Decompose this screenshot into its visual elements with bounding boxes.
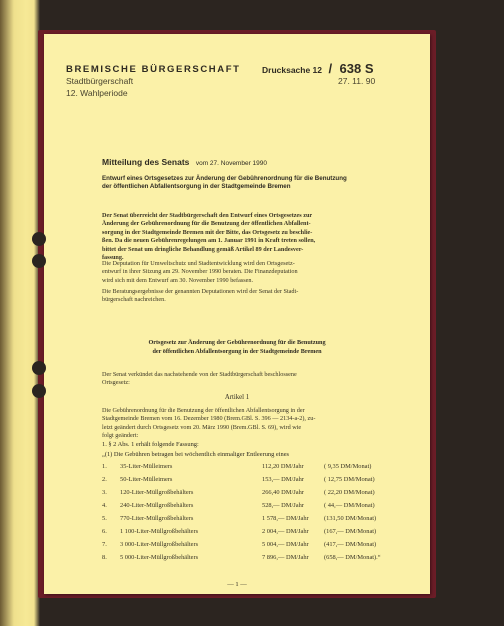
section-intro: „(1) Die Gebühren betragen bei wöchentlich einmaliger Entleerung eines [102, 451, 290, 458]
mitteilung-date: vom 27. November 1990 [195, 160, 268, 167]
fee-row-monthly: (131,50 DM/Monat) [324, 515, 377, 522]
punch-hole [32, 361, 46, 375]
fee-row-monthly: (417,— DM/Monat) [324, 541, 377, 548]
intro-line: ßen. Da die neuen Gebührenregelungen am 1. Januar 1991 in Kraft treten sollen, [102, 237, 316, 245]
subject-line-1: Entwurf eines Ortsgesetzes zur Änderung der Gebührenordnung für die Benutzung [102, 175, 347, 182]
fee-row-number: 5. [102, 515, 107, 522]
artikel-paragraph [102, 407, 402, 441]
parliament-period: 12. Wahlperiode [66, 88, 128, 98]
intro-line: Änderung der Gebührenordnung für die Benutzung der öffentlichen Abfallent- [102, 220, 311, 228]
ortsgesetz-title-1: Ortsgesetz zur Änderung der Gebührenordnung für die Benutzung [148, 339, 326, 346]
fee-row-yearly: 266,40 DM/Jahr [262, 489, 304, 496]
fee-row-yearly: 1 578,— DM/Jahr [262, 515, 309, 522]
drucksache-number: 638 S [339, 61, 374, 76]
fee-row-number: 4. [102, 502, 107, 509]
fee-row [102, 476, 392, 485]
fee-row-item: 240-Liter-Müllgroßbehälters [120, 502, 194, 509]
document-date: 27. 11. 90 [338, 76, 376, 86]
fee-row-item: 50-Liter-Mülleimers [120, 476, 173, 483]
fee-row [102, 489, 392, 498]
artikel-line: Die Gebührenordnung für die Benutzung der öffentlichen Abfallentsorgung in der [102, 407, 305, 414]
deputation-paragraph [102, 260, 402, 285]
drucksache-slash: / [328, 61, 333, 76]
fee-row-yearly: 153,— DM/Jahr [262, 476, 304, 483]
deputation-line: Die Deputation für Umweltschutz und Stadtentwicklung wird den Ortsgesetz- [102, 260, 295, 267]
beratung-line: Die Beratungsergebnisse der genannten Deputationen wird der Senat der Stadt- [102, 288, 299, 295]
fee-row [102, 463, 392, 472]
intro-paragraph [102, 212, 402, 262]
subject-line-2: der öffentlichen Abfallentsorgung in der Stadtgemeinde Bremen [102, 183, 291, 190]
fee-row-yearly: 5 004,— DM/Jahr [262, 541, 309, 548]
punch-hole [32, 384, 46, 398]
fee-row-item: 1 100-Liter-Müllgroßbehälters [120, 528, 199, 535]
fee-row-number: 7. [102, 541, 107, 548]
punch-hole [32, 232, 46, 246]
deputation-line: wird sich mit dem Entwurf am 30. November 1990 befassen. [102, 276, 254, 284]
fee-row-number: 6. [102, 528, 107, 535]
section-heading: 1. § 2 Abs. 1 erhält folgende Fassung: [102, 441, 199, 448]
verkuendet-line: Ortsgesetz: [102, 379, 130, 387]
intro-line: Der Senat überreicht der Stadtbürgerschaft den Entwurf eines Ortsgesetzes zur [102, 212, 313, 219]
fee-row-monthly: ( 12,75 DM/Monat) [324, 476, 375, 483]
fee-row-monthly: (658,— DM/Monat).“ [324, 554, 381, 561]
fee-row-yearly: 2 004,— DM/Jahr [262, 528, 309, 535]
fee-row-yearly: 528,— DM/Jahr [262, 502, 304, 509]
verkuendet-line: Der Senat verkündet das nachstehende von der Stadtbürgerschaft beschlossene [102, 371, 297, 378]
fee-row [102, 554, 392, 563]
parliament-subtitle: Stadtbürgerschaft [66, 76, 134, 86]
artikel-line: Stadtgemeinde Bremen vom 16. Dezember 1980 (Brem.GBl. S. 396 — 2134-a-2), zu- [102, 415, 316, 423]
parliament-title: BREMISCHE BÜRGERSCHAFT [66, 64, 241, 75]
mitteilung-heading [102, 152, 267, 170]
fee-row [102, 528, 392, 537]
beratung-line: bürgerschaft nachreichen. [102, 296, 166, 304]
fee-row-item: 770-Liter-Müllgroßbehälters [120, 515, 194, 522]
fee-row-number: 8. [102, 554, 107, 561]
fee-row-number: 3. [102, 489, 107, 496]
punch-holes [28, 226, 52, 406]
fee-row [102, 515, 392, 524]
fee-row-monthly: (167,— DM/Monat) [324, 528, 377, 535]
mitteilung-title: Mitteilung des Senats [102, 157, 190, 167]
fee-row-monthly: ( 44,— DM/Monat) [324, 502, 375, 509]
intro-line: bittet der Senat um dringliche Behandlung gemäß Artikel 89 der Landesver- [102, 245, 304, 253]
fee-row-monthly: ( 22,20 DM/Monat) [324, 489, 375, 496]
fee-row [102, 502, 392, 511]
ortsgesetz-title-2: der öffentlichen Abfallentsorgung in der Stadtgemeinde Bremen [152, 348, 322, 355]
fee-row-item: 35-Liter-Mülleimers [120, 463, 173, 470]
document-page [44, 34, 430, 594]
fee-row-number: 1. [102, 463, 107, 470]
verkuendet-paragraph [102, 371, 402, 388]
fee-row-item: 3 000-Liter-Müllgroßbehälters [120, 541, 199, 548]
fee-row-yearly: 7 896,— DM/Jahr [262, 554, 309, 561]
fee-row-item: 120-Liter-Müllgroßbehälters [120, 489, 194, 496]
intro-line: sorgung in der Stadtgemeinde Bremen mit der Bitte, das Ortsgesetz zu beschlie- [102, 228, 313, 236]
page-number: — 1 — [227, 581, 247, 588]
intro-line: fassung. [102, 254, 124, 262]
drucksache-label: Drucksache 12 [262, 65, 323, 75]
deputation-line: entwurf in ihrer Sitzung am 29. November 1990 beraten. Die Finanzdeputation [102, 268, 298, 276]
fee-row-yearly: 112,20 DM/Jahr [262, 463, 304, 470]
beratung-paragraph [102, 288, 402, 305]
fee-row-number: 2. [102, 476, 107, 483]
punch-hole [32, 254, 46, 268]
fee-row-item: 5 000-Liter-Müllgroßbehälters [120, 554, 199, 561]
artikel-line: folgt geändert: [102, 432, 139, 440]
fee-row [102, 541, 392, 550]
artikel-heading: Artikel 1 [224, 394, 250, 401]
fee-row-monthly: ( 9,35 DM/Monat) [324, 463, 372, 470]
artikel-line: letzt geändert durch Ortsgesetz vom 20. März 1990 (Brem.GBl. S. 69), wird wie [102, 423, 302, 431]
